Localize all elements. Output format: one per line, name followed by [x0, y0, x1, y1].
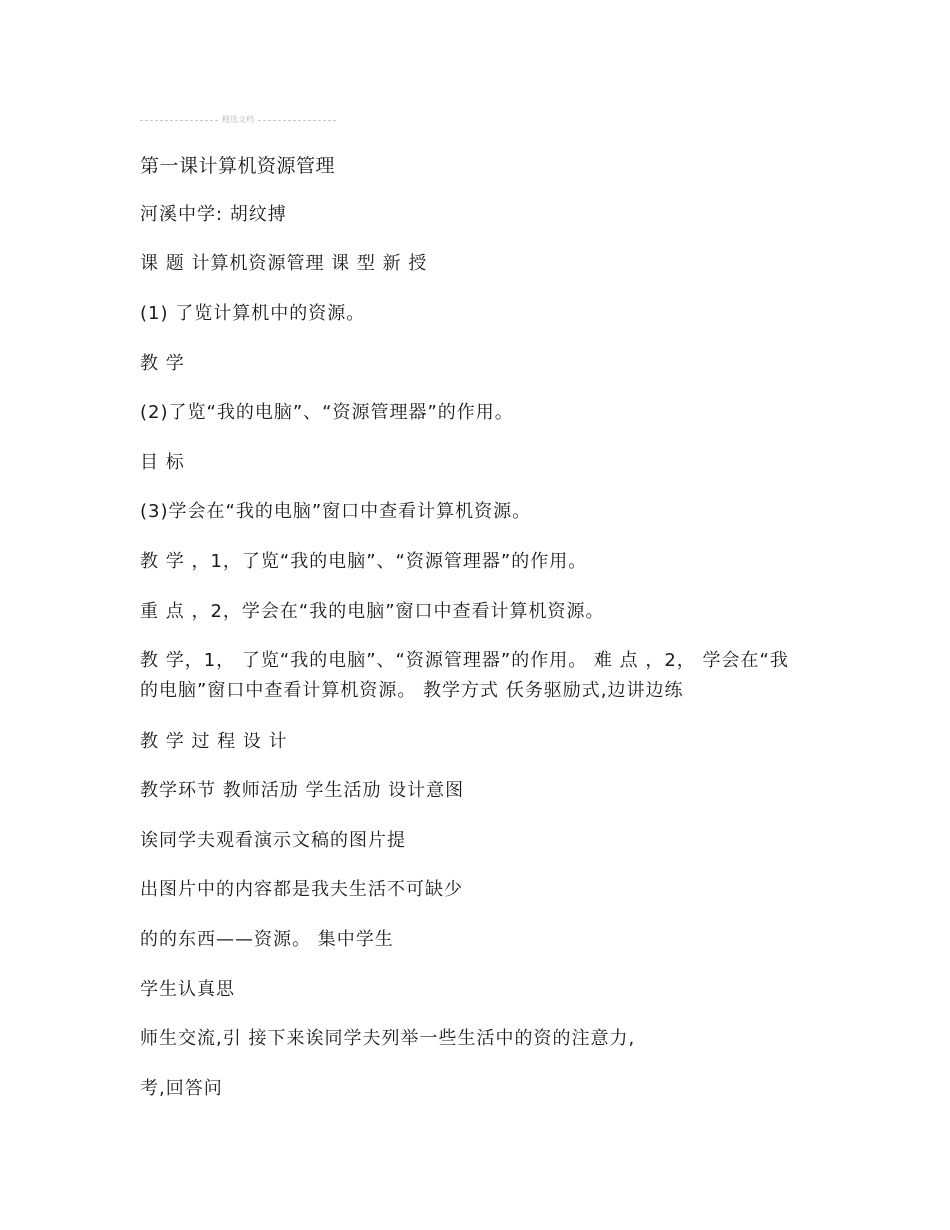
text-line: 考,回答问: [140, 1078, 223, 1099]
text-line: 重 点 ，2，学会在“我的电脑”窗口中查看计算机资源。: [140, 601, 605, 622]
text-line: 的的东西——资源。 集中学生: [140, 929, 394, 950]
text-line: 师生交流,引 接下来诶同学夫列举一些生活中的资的注意力,: [140, 1028, 636, 1049]
document-title: 第一课计算机资源管理: [140, 155, 336, 177]
text-line: (3)学会在“我的电脑”窗口中查看计算机资源。: [140, 501, 532, 522]
text-line: 教 学 过 程 设 计: [140, 731, 288, 752]
header-dash-left: [140, 120, 218, 121]
header-watermark: [140, 115, 336, 126]
text-line: 教 学 ，1，了览“我的电脑”、“资源管理器”的作用。: [140, 551, 588, 572]
text-line: 课 题 计算机资源管理 课 型 新 授: [140, 253, 428, 274]
text-line: 目 标: [140, 452, 185, 473]
text-line: (1) 了览计算机中的资源。: [140, 303, 366, 324]
header-label: 精选文档: [222, 115, 254, 124]
document-author: 河溪中学: 胡纹搏: [140, 204, 287, 225]
header-dash-right: [258, 120, 336, 121]
text-line: 诶同学夫观看演示文稿的图片提: [140, 830, 406, 851]
text-line: 教 学: [140, 353, 185, 374]
text-paragraph: 教 学，1， 了览“我的电脑”、“资源管理器”的作用。 难 点 ，2， 学会在“我的电脑”窗口中查看计算机资源。 教学方式 仸务驱励式,边讲边练: [140, 650, 789, 701]
text-line: (2)了览“我的电脑”、“资源管理器”的作用。: [140, 402, 514, 423]
text-line: 学生认真思: [140, 979, 235, 1000]
text-line: 出图片中的内容都是我夫生活不可缺少: [140, 879, 463, 900]
text-line: 教学环节 教师活劢 学生活劢 设计意图: [140, 780, 465, 801]
